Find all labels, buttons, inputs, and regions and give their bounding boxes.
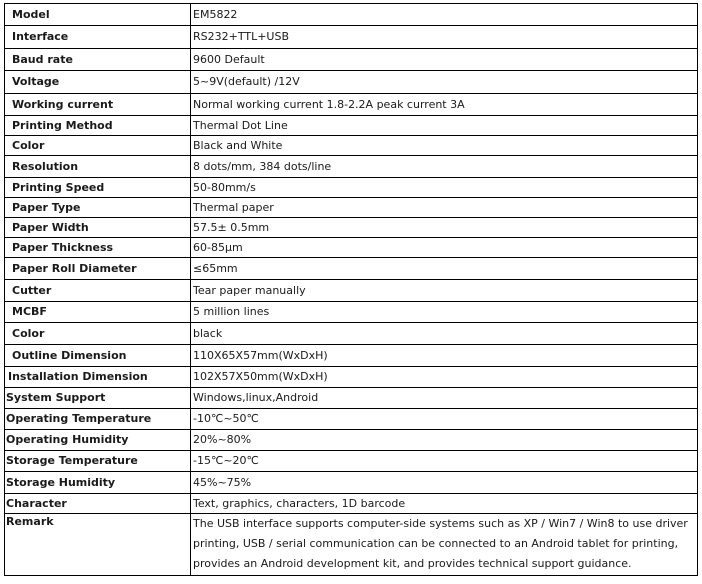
table-row (5, 178, 698, 198)
row-value: EM5822 (191, 4, 698, 26)
row-value: 60-85μm (191, 238, 698, 258)
table-row (5, 238, 698, 258)
row-value: 50-80mm/s (191, 178, 698, 198)
row-value: -10℃~50℃ (191, 409, 698, 430)
table-row (5, 451, 698, 472)
row-label: Paper Thickness (5, 238, 191, 258)
table-row (5, 409, 698, 430)
row-label: System Support (5, 388, 191, 409)
row-label: Storage Humidity (5, 472, 191, 494)
row-label: Character (5, 494, 191, 514)
row-label: Working current (5, 94, 191, 116)
table-row (5, 472, 698, 494)
table-row (5, 258, 698, 280)
row-label: Paper Roll Diameter (5, 258, 191, 280)
row-value: RS232+TTL+USB (191, 26, 698, 49)
row-value: 57.5± 0.5mm (191, 218, 698, 238)
row-label: Installation Dimension (5, 367, 191, 388)
remark-value: The USB interface supports computer-side systems such as XP / Win7 / Win8 to use driver printing, USB / serial communication can be connected to an Android tablet for printing, provides an Android development kit, and provides technical support guidance. (191, 514, 698, 576)
specification-table (4, 3, 698, 576)
table-row (5, 136, 698, 156)
row-value: Windows,linux,Android (191, 388, 698, 409)
row-label: Storage Temperature (5, 451, 191, 472)
row-label: Voltage (5, 71, 191, 94)
row-label: Color (5, 136, 191, 156)
row-value: 5~9V(default) /12V (191, 71, 698, 94)
row-label: Operating Temperature (5, 409, 191, 430)
table-row (5, 388, 698, 409)
row-value: ≤65mm (191, 258, 698, 280)
row-label: Model (5, 4, 191, 26)
row-label: Printing Method (5, 116, 191, 136)
table-row (5, 345, 698, 367)
table-row (5, 4, 698, 26)
row-label: Color (5, 323, 191, 345)
row-label: Paper Width (5, 218, 191, 238)
table-row (5, 367, 698, 388)
row-value: Tear paper manually (191, 280, 698, 302)
row-value: black (191, 323, 698, 345)
row-label: Remark (5, 514, 191, 576)
row-value: Thermal paper (191, 198, 698, 218)
row-value: 45%~75% (191, 472, 698, 494)
table-row (5, 514, 698, 576)
row-label: Printing Speed (5, 178, 191, 198)
row-value: Black and White (191, 136, 698, 156)
row-label: MCBF (5, 302, 191, 323)
table-row (5, 218, 698, 238)
row-value: Thermal Dot Line (191, 116, 698, 136)
row-label: Outline Dimension (5, 345, 191, 367)
row-label: Cutter (5, 280, 191, 302)
row-value: 8 dots/mm, 384 dots/line (191, 156, 698, 178)
row-label: Interface (5, 26, 191, 49)
row-value: 9600 Default (191, 49, 698, 71)
table-row (5, 494, 698, 514)
table-row (5, 156, 698, 178)
row-value: 102X57X50mm(WxDxH) (191, 367, 698, 388)
row-label: Resolution (5, 156, 191, 178)
row-label: Paper Type (5, 198, 191, 218)
table-row (5, 49, 698, 71)
table-row (5, 280, 698, 302)
table-row (5, 94, 698, 116)
row-value: -15℃~20℃ (191, 451, 698, 472)
row-label: Operating Humidity (5, 430, 191, 451)
row-value: 20%~80% (191, 430, 698, 451)
row-label: Baud rate (5, 49, 191, 71)
table-row (5, 430, 698, 451)
table-row (5, 26, 698, 49)
row-value: Normal working current 1.8-2.2A peak current 3A (191, 94, 698, 116)
row-value: 5 million lines (191, 302, 698, 323)
table-row (5, 323, 698, 345)
table-row (5, 71, 698, 94)
row-value: 110X65X57mm(WxDxH) (191, 345, 698, 367)
row-value: Text, graphics, characters, 1D barcode (191, 494, 698, 514)
table-row (5, 116, 698, 136)
table-row (5, 198, 698, 218)
table-row (5, 302, 698, 323)
